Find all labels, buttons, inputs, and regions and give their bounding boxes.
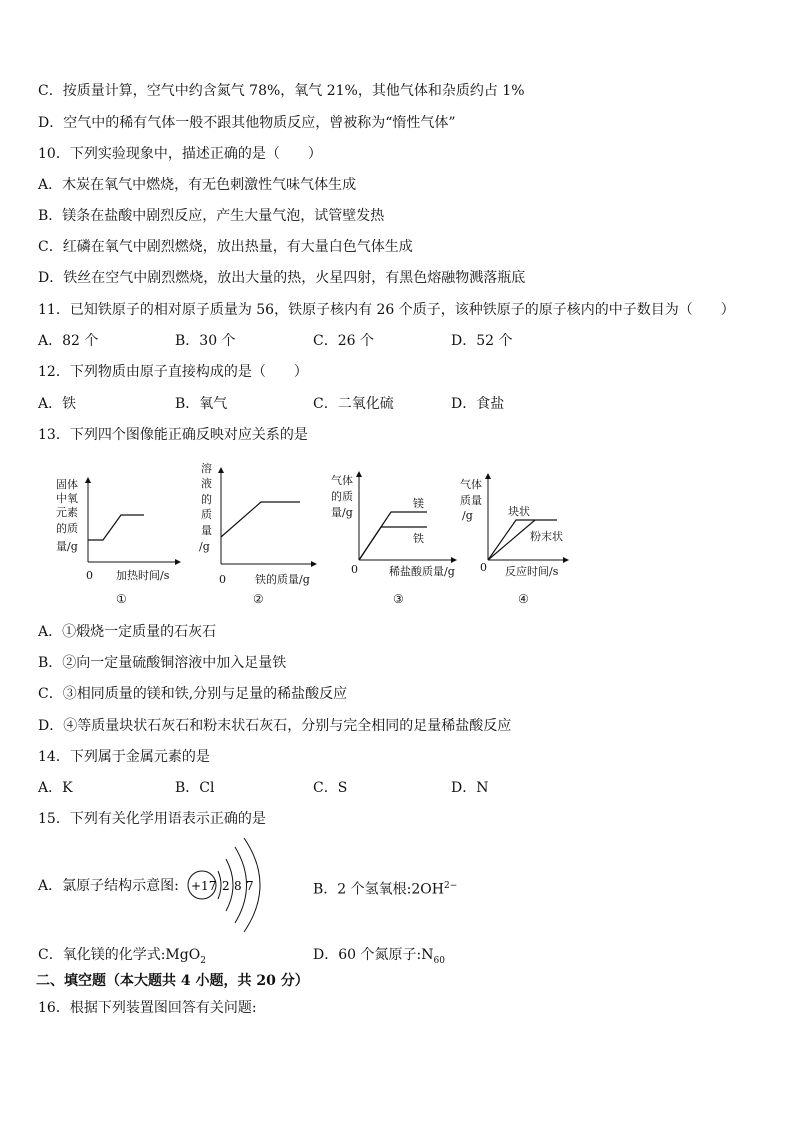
g1-ylabel-1: 固体 <box>56 478 78 491</box>
question-15: 15．下列有关化学用语表示正确的是 <box>38 811 266 827</box>
shell-arc-1 <box>218 871 221 899</box>
g4-ylabel-1: 气体 <box>460 478 482 491</box>
shell-2-electrons: 8 <box>234 879 242 893</box>
q15-option-a-label: A．氯原子结构示意图: <box>38 878 179 894</box>
g2-ylabel-5: 量 <box>201 524 212 537</box>
q13-option-a: A．①煅烧一定质量的石灰石 <box>38 624 217 640</box>
g4-number: ④ <box>518 592 529 606</box>
chlorine-atom-structure-diagram <box>180 835 280 935</box>
q15-option-d <box>313 946 445 970</box>
shell-1-electrons: 2 <box>222 879 230 893</box>
g4-ylabel-3: /g <box>462 509 473 522</box>
shell-3-electrons: 7 <box>246 879 254 893</box>
q15-b-text: B．2 个氢氧根:2OH <box>313 881 444 898</box>
q12-option-d: D．食盐 <box>451 396 505 412</box>
graph-3 <box>331 472 456 606</box>
q11-option-a: A．82 个 <box>38 333 99 349</box>
g2-xlabel: 铁的质量/g <box>255 573 310 586</box>
g2-ylabel-6: /g <box>199 540 210 553</box>
g1-number: ① <box>116 592 127 606</box>
question-14: 14．下列属于金属元素的是 <box>38 749 210 765</box>
g4-label-lump: 块状 <box>508 505 530 518</box>
q15-c-subscript: 2 <box>200 955 206 966</box>
graph-2 <box>199 461 316 606</box>
graph-4 <box>460 474 568 606</box>
section-2-heading: 二、填空题（本大题共 4 小题，共 20 分） <box>36 973 309 989</box>
g1-ylabel-5: 量/g <box>56 540 78 553</box>
g2-ylabel-2: 液 <box>201 477 212 490</box>
g3-number: ③ <box>393 592 404 606</box>
q15-option-c <box>38 946 206 970</box>
q15-c-text: C．氧化镁的化学式:MgO <box>38 947 201 963</box>
g4-xlabel: 反应时间/s <box>505 565 559 578</box>
q14-option-d: D．N <box>451 780 489 796</box>
q13-option-c: C．③相同质量的镁和铁,分别与足量的稀盐酸反应 <box>38 686 348 702</box>
question-11: 11．已知铁原子的相对原子质量为 56，铁原子核内有 26 个质子，该种铁原子的原子核内的中子数目为（ ） <box>38 302 735 318</box>
g3-label-fe: 铁 <box>413 532 424 545</box>
q12-option-c: C．二氧化硫 <box>313 396 394 412</box>
nucleus-charge: +17 <box>191 879 217 893</box>
q12-option-b: B．氧气 <box>175 396 228 412</box>
g1-ylabel-2: 中氧 <box>56 492 78 505</box>
g3-origin: 0 <box>351 563 358 576</box>
g4-origin: 0 <box>480 561 487 574</box>
question-13: 13．下列四个图像能正确反映对应关系的是 <box>38 427 308 443</box>
question-10: 10．下列实验现象中，描述正确的是（ ） <box>38 146 322 162</box>
q9-option-c: C．按质量计算，空气中约含氮气 78%，氧气 21%，其他气体和杂质约占 1% <box>38 83 525 99</box>
q12-option-a: A．铁 <box>38 396 77 412</box>
g1-curve <box>88 515 144 540</box>
graph-1 <box>56 477 180 606</box>
g3-ylabel-1: 气体 <box>331 474 353 487</box>
g2-origin: 0 <box>219 573 226 586</box>
q15-d-subscript: 60 <box>433 955 445 966</box>
q15-option-b <box>313 877 457 899</box>
g4-ylabel-2: 质量 <box>460 494 482 507</box>
g3-label-mg: 镁 <box>413 497 424 510</box>
question-12: 12．下列物质由原子直接构成的是（ ） <box>38 364 308 380</box>
q10-option-a: A．木炭在氧气中燃烧，有无色刺激性气味气体生成 <box>38 177 357 193</box>
g2-number: ② <box>253 592 264 606</box>
q11-option-b: B．30 个 <box>175 333 236 349</box>
q14-option-c: C．S <box>313 780 348 796</box>
question-16: 16．根据下列装置图回答有关问题: <box>38 1000 257 1016</box>
g4-label-powder: 粉末状 <box>530 530 563 543</box>
q10-option-b: B．镁条在盐酸中剧烈反应，产生大量气泡，试管壁发热 <box>38 208 385 224</box>
g3-ylabel-3: 量/g <box>331 506 353 519</box>
g1-ylabel-4: 的质 <box>56 522 78 535</box>
q9-option-d: D．空气中的稀有气体一般不跟其他物质反应，曾被称为“惰性气体” <box>38 115 456 131</box>
q13-graphs <box>0 460 794 610</box>
g2-ylabel-4: 质 <box>201 508 212 521</box>
q11-option-c: C．26 个 <box>313 333 374 349</box>
g2-ylabel-1: 溶 <box>201 462 212 475</box>
g1-origin: 0 <box>86 569 93 582</box>
q13-option-d: D．④等质量块状石灰石和粉末状石灰石，分别与完全相同的足量稀盐酸反应 <box>38 718 512 734</box>
q10-option-c: C．红磷在氧气中剧烈燃烧，放出热量，有大量白色气体生成 <box>38 239 413 255</box>
g1-xlabel: 加热时间/s <box>116 569 170 582</box>
g1-ylabel-3: 元素 <box>56 506 78 519</box>
q15-b-charge: 2− <box>443 881 458 891</box>
q14-option-a: A．K <box>38 780 73 796</box>
g2-curve <box>221 502 300 537</box>
q11-option-d: D．52 个 <box>451 333 513 349</box>
q13-option-b: B．②向一定量硫酸铜溶液中加入足量铁 <box>38 655 287 671</box>
q14-option-b: B．Cl <box>175 780 215 796</box>
q15-d-text: D．60 个氮原子:N <box>313 947 434 963</box>
g2-ylabel-3: 的 <box>201 493 212 506</box>
q10-option-d: D．铁丝在空气中剧烈燃烧，放出大量的热，火星四射，有黑色熔融物溅落瓶底 <box>38 270 526 286</box>
g3-xlabel: 稀盐酸质量/g <box>389 565 455 578</box>
g3-ylabel-2: 的质 <box>331 490 353 503</box>
